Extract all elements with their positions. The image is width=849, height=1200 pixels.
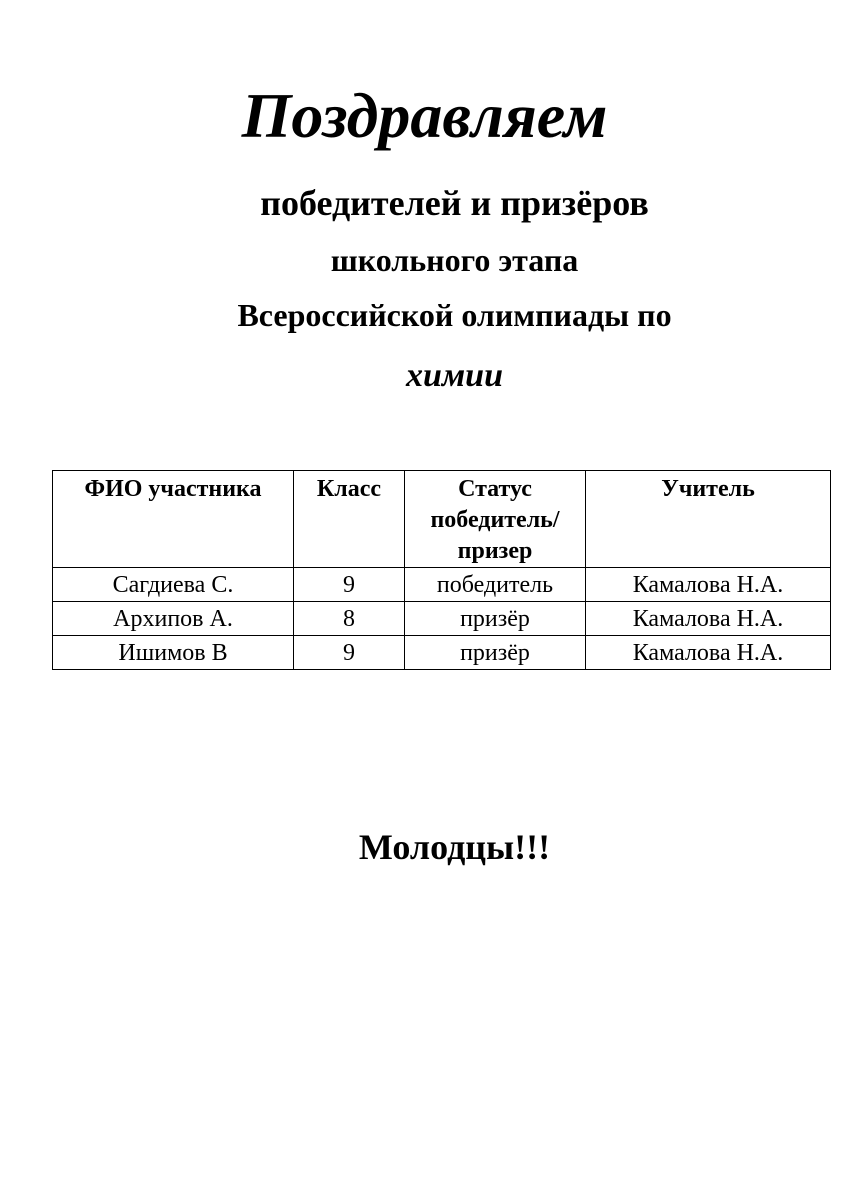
- subject-name: химии: [405, 357, 504, 394]
- table-header-row: [53, 471, 831, 568]
- header-status-line3: призер: [457, 538, 533, 564]
- cell-teacher: Камалова Н.А.: [586, 568, 831, 602]
- results-table: [52, 470, 831, 670]
- header-status: [405, 471, 586, 568]
- header-name: ФИО участника: [53, 471, 294, 568]
- cell-name: Архипов А.: [53, 602, 294, 636]
- subtitle-stage: школьного этапа: [330, 242, 579, 278]
- table-row: [53, 568, 831, 602]
- table-row: [53, 636, 831, 670]
- cell-grade: 9: [294, 568, 405, 602]
- header-status-line1: Статус: [458, 476, 532, 502]
- header-status-line2: победитель/: [430, 507, 560, 533]
- cell-status: призёр: [405, 602, 586, 636]
- cell-grade: 9: [294, 636, 405, 670]
- closing-message: Молодцы!!!: [358, 827, 551, 867]
- cell-teacher: Камалова Н.А.: [586, 602, 831, 636]
- cell-grade: 8: [294, 602, 405, 636]
- header-teacher: Учитель: [586, 471, 831, 568]
- header-grade: Класс: [294, 471, 405, 568]
- cell-status: призёр: [405, 636, 586, 670]
- cell-name: Ишимов В: [53, 636, 294, 670]
- cell-teacher: Камалова Н.А.: [586, 636, 831, 670]
- table-row: [53, 602, 831, 636]
- cell-name: Сагдиева С.: [53, 568, 294, 602]
- subtitle-olympiad: Всероссийской олимпиады по: [237, 297, 672, 333]
- cell-status: победитель: [405, 568, 586, 602]
- subtitle-winners: победителей и призёров: [260, 183, 649, 223]
- page-title: Поздравляем: [241, 80, 608, 151]
